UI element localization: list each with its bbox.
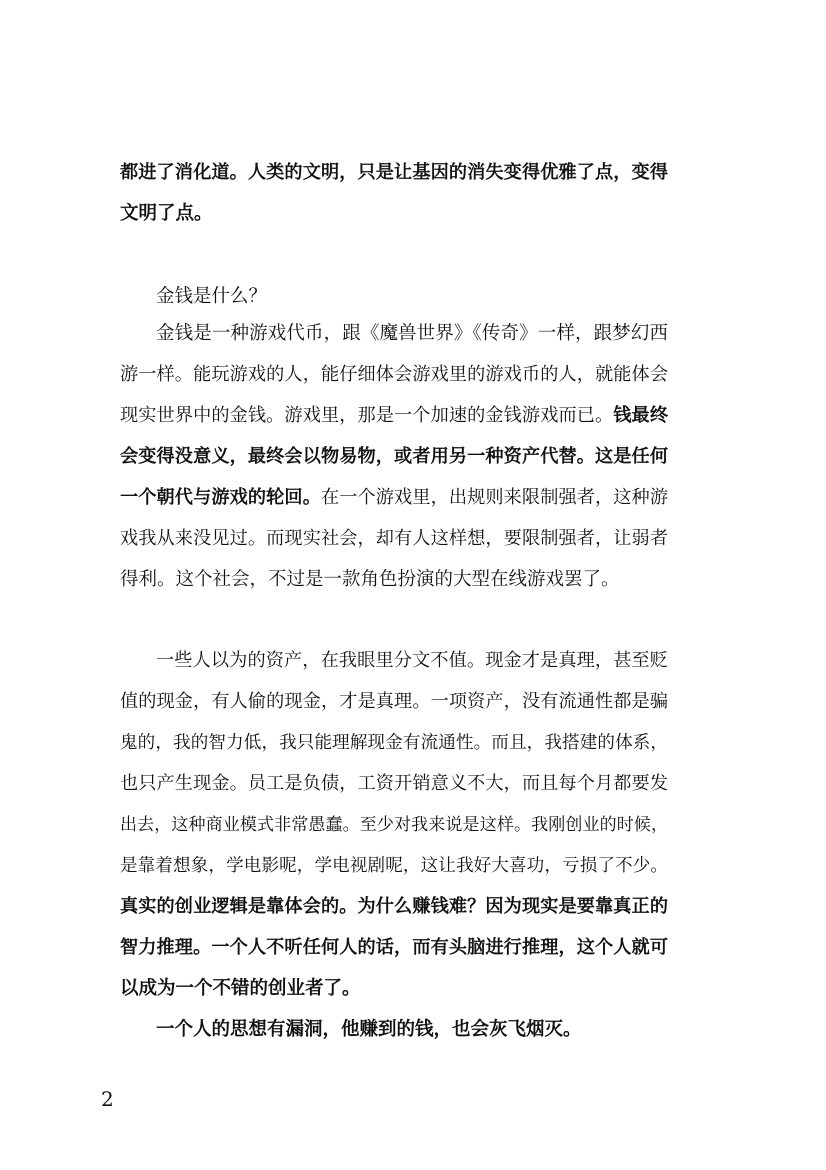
text-line: 也只产生现金。员工是负债，工资开销意义不大，而且每个月都要发: [120, 773, 668, 794]
text-line: 金钱是一种游戏代币，跟《魔兽世界》《传奇》一样，跟梦幻西: [156, 323, 668, 344]
text-line: 真实的创业逻辑是靠体会的。为什么赚钱难？因为现实是要靠真正的: [120, 896, 668, 917]
text-line: 现实世界中的金钱。游戏里，那是一个加速的金钱游戏而已。钱最终: [120, 405, 668, 426]
text-line: 是靠着想象，学电影呢，学电视剧呢，这让我好大喜功，亏损了不少。: [120, 856, 668, 876]
section-heading: 金钱是什么？: [156, 286, 268, 307]
text-line: 出去，这种商业模式非常愚蠢。至少对我来说是这样。我刚创业的时候，: [120, 815, 668, 835]
text-line: 智力推理。一个人不听任何人的话，而有头脑进行推理，这个人就可: [120, 937, 668, 958]
text-line: 以成为一个不错的创业者了。: [120, 978, 361, 999]
text-line: 都进了消化道。人类的文明，只是让基因的消失变得优雅了点，变得: [120, 162, 668, 183]
text-line: 值的现金，有人偷的现金，才是真理。一项资产，没有流通性都是骗: [120, 691, 668, 712]
text-line: 一个朝代与游戏的轮回。在一个游戏里，出规则来限制强者，这种游: [120, 487, 668, 508]
text-line: 鬼的，我的智力低，我只能理解现金有流通性。而且，我搭建的体系，: [120, 733, 668, 753]
text-line: 文明了点。: [120, 203, 213, 224]
text-line: 一些人以为的资产，在我眼里分文不值。现金才是真理，甚至贬: [156, 650, 668, 671]
text-line: 游一样。能玩游戏的人，能仔细体会游戏里的游戏币的人，就能体会: [120, 364, 668, 385]
page-number: 2: [101, 1087, 114, 1111]
text-line: 一个人的思想有漏洞，他赚到的钱，也会灰飞烟灭。: [156, 1019, 582, 1040]
text-line: 得利。这个社会，不过是一款角色扮演的大型在线游戏罢了。: [120, 569, 620, 590]
text-line: 戏我从来没见过。而现实社会，却有人这样想，要限制强者，让弱者: [120, 528, 668, 549]
text-line: 会变得没意义，最终会以物易物，或者用另一种资产代替。这是任何: [120, 446, 668, 467]
